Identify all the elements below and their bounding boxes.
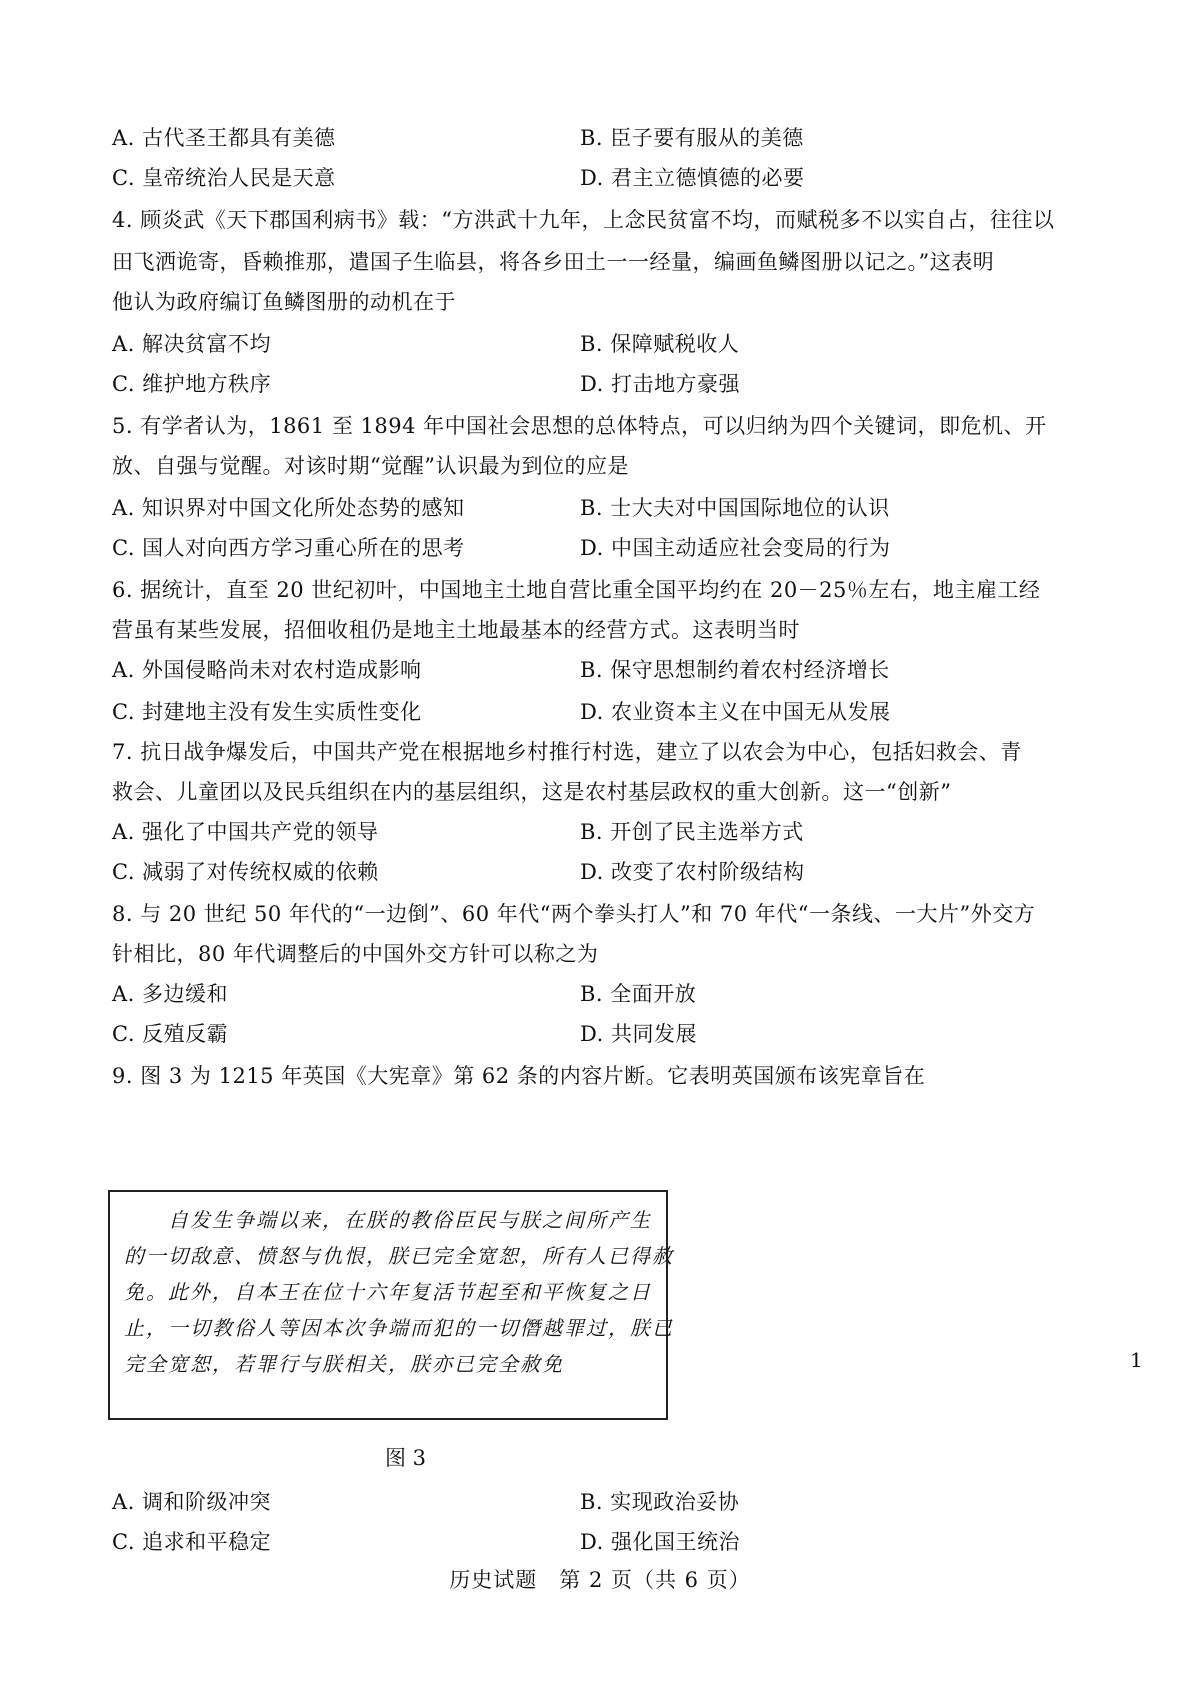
figure-3-line-3: 免。此外，自本王在位十六年复活节起至和平恢复之日 — [124, 1280, 652, 1304]
q3-option-c: C. 皇帝统治人民是天意 — [112, 166, 336, 190]
q7-option-b: B. 开创了民主选举方式 — [580, 820, 804, 844]
q9-option-b: B. 实现政治妥协 — [580, 1490, 740, 1514]
q6-option-c: C. 封建地主没有发生实质性变化 — [112, 700, 422, 724]
q4-stem-line-3: 他认为政府编订鱼鳞图册的动机在于 — [112, 290, 456, 314]
q9-option-d: D. 强化国王统治 — [580, 1530, 740, 1554]
q6-option-d: D. 农业资本主义在中国无从发展 — [580, 700, 891, 724]
q3-option-d: D. 君主立德慎德的必要 — [580, 166, 805, 190]
q9-option-a: A. 调和阶级冲突 — [112, 1490, 272, 1514]
q7-stem-line-2: 救会、儿童团以及民兵组织在内的基层组织，这是农村基层政权的重大创新。这一“创新” — [112, 780, 952, 804]
q4-option-a: A. 解决贫富不均 — [112, 332, 272, 356]
q6-stem-line-2: 营虽有某些发展，招佃收租仍是地主土地最基本的经营方式。这表明当时 — [112, 618, 800, 642]
q4-option-b: B. 保障赋税收人 — [580, 332, 740, 356]
q4-stem-line-2: 田飞洒诡寄，昏赖推那，遣国子生临县，将各乡田土一一经量，编画鱼鳞图册以记之。”这表明 — [112, 250, 995, 274]
q4-stem-line-1: 4. 顾炎武《天下郡国利病书》载：“方洪武十九年，上念民贫富不均，而赋税多不以实自占，往往以 — [112, 208, 1055, 232]
figure-3-line-4: 止，一切教俗人等因本次争端而犯的一切僭越罪过，朕已 — [124, 1316, 674, 1340]
q8-option-b: B. 全面开放 — [580, 982, 697, 1006]
q8-option-c: C. 反殖反霸 — [112, 1022, 229, 1046]
figure-3-line-5: 完全宽恕，若罪行与朕相关，朕亦已完全赦免 — [124, 1352, 564, 1376]
figure-3-line-1: 自发生争端以来，在朕的教俗臣民与朕之间所产生 — [124, 1208, 652, 1232]
q8-stem-line-2: 针相比，80 年代调整后的中国外交方针可以称之为 — [112, 942, 599, 966]
q8-stem-line-1: 8. 与 20 世纪 50 年代的“一边倒”、60 年代“两个拳头打人”和 70 年代“一条线、一大片”外交方 — [112, 902, 1036, 926]
q5-stem-line-1: 5. 有学者认为，1861 至 1894 年中国社会思想的总体特点，可以归纳为四个关键词，即危机、开 — [112, 414, 1047, 438]
page-footer: 历史试题 第 2 页（共 6 页） — [449, 1568, 751, 1592]
q7-option-a: A. 强化了中国共产党的领导 — [112, 820, 379, 844]
q5-option-a: A. 知识界对中国文化所处态势的感知 — [112, 496, 465, 520]
q5-option-b: B. 士大夫对中国国际地位的认识 — [580, 496, 890, 520]
q8-option-a: A. 多边缓和 — [112, 982, 229, 1006]
q7-stem-line-1: 7. 抗日战争爆发后，中国共产党在根据地乡村推行村选，建立了以农会为中心，包括妇救会、青 — [112, 740, 1022, 764]
q9-stem-line-1: 9. 图 3 为 1215 年英国《大宪章》第 62 条的内容片断。它表明英国颁布该宪章旨在 — [112, 1064, 926, 1088]
figure-3-line-2: 的一切敌意、愤怒与仇恨，朕已完全宽恕，所有人已得赦 — [124, 1244, 674, 1268]
q7-option-d: D. 改变了农村阶级结构 — [580, 860, 805, 884]
q5-stem-line-2: 放、自强与觉醒。对该时期“觉醒”认识最为到位的应是 — [112, 454, 629, 478]
q5-option-d: D. 中国主动适应社会变局的行为 — [580, 536, 891, 560]
q8-option-d: D. 共同发展 — [580, 1022, 697, 1046]
q9-option-c: C. 追求和平稳定 — [112, 1530, 272, 1554]
q3-option-a: A. 古代圣王都具有美德 — [112, 126, 336, 150]
figure-3-box — [108, 1190, 674, 1420]
margin-mark: 1 — [1130, 1348, 1143, 1372]
q6-stem-line-1: 6. 据统计，直至 20 世纪初叶，中国地主土地自营比重全国平均约在 20－25％左右，地主雇工经 — [112, 578, 1041, 602]
q4-option-d: D. 打击地方豪强 — [580, 372, 740, 396]
q6-option-a: A. 外国侵略尚未对农村造成影响 — [112, 658, 422, 682]
q7-option-c: C. 减弱了对传统权威的依赖 — [112, 860, 379, 884]
q4-option-c: C. 维护地方秩序 — [112, 372, 272, 396]
q5-option-c: C. 国人对向西方学习重心所在的思考 — [112, 536, 465, 560]
q3-option-b: B. 臣子要有服从的美德 — [580, 126, 804, 150]
figure-3-caption: 图 3 — [385, 1446, 427, 1470]
q6-option-b: B. 保守思想制约着农村经济增长 — [580, 658, 890, 682]
